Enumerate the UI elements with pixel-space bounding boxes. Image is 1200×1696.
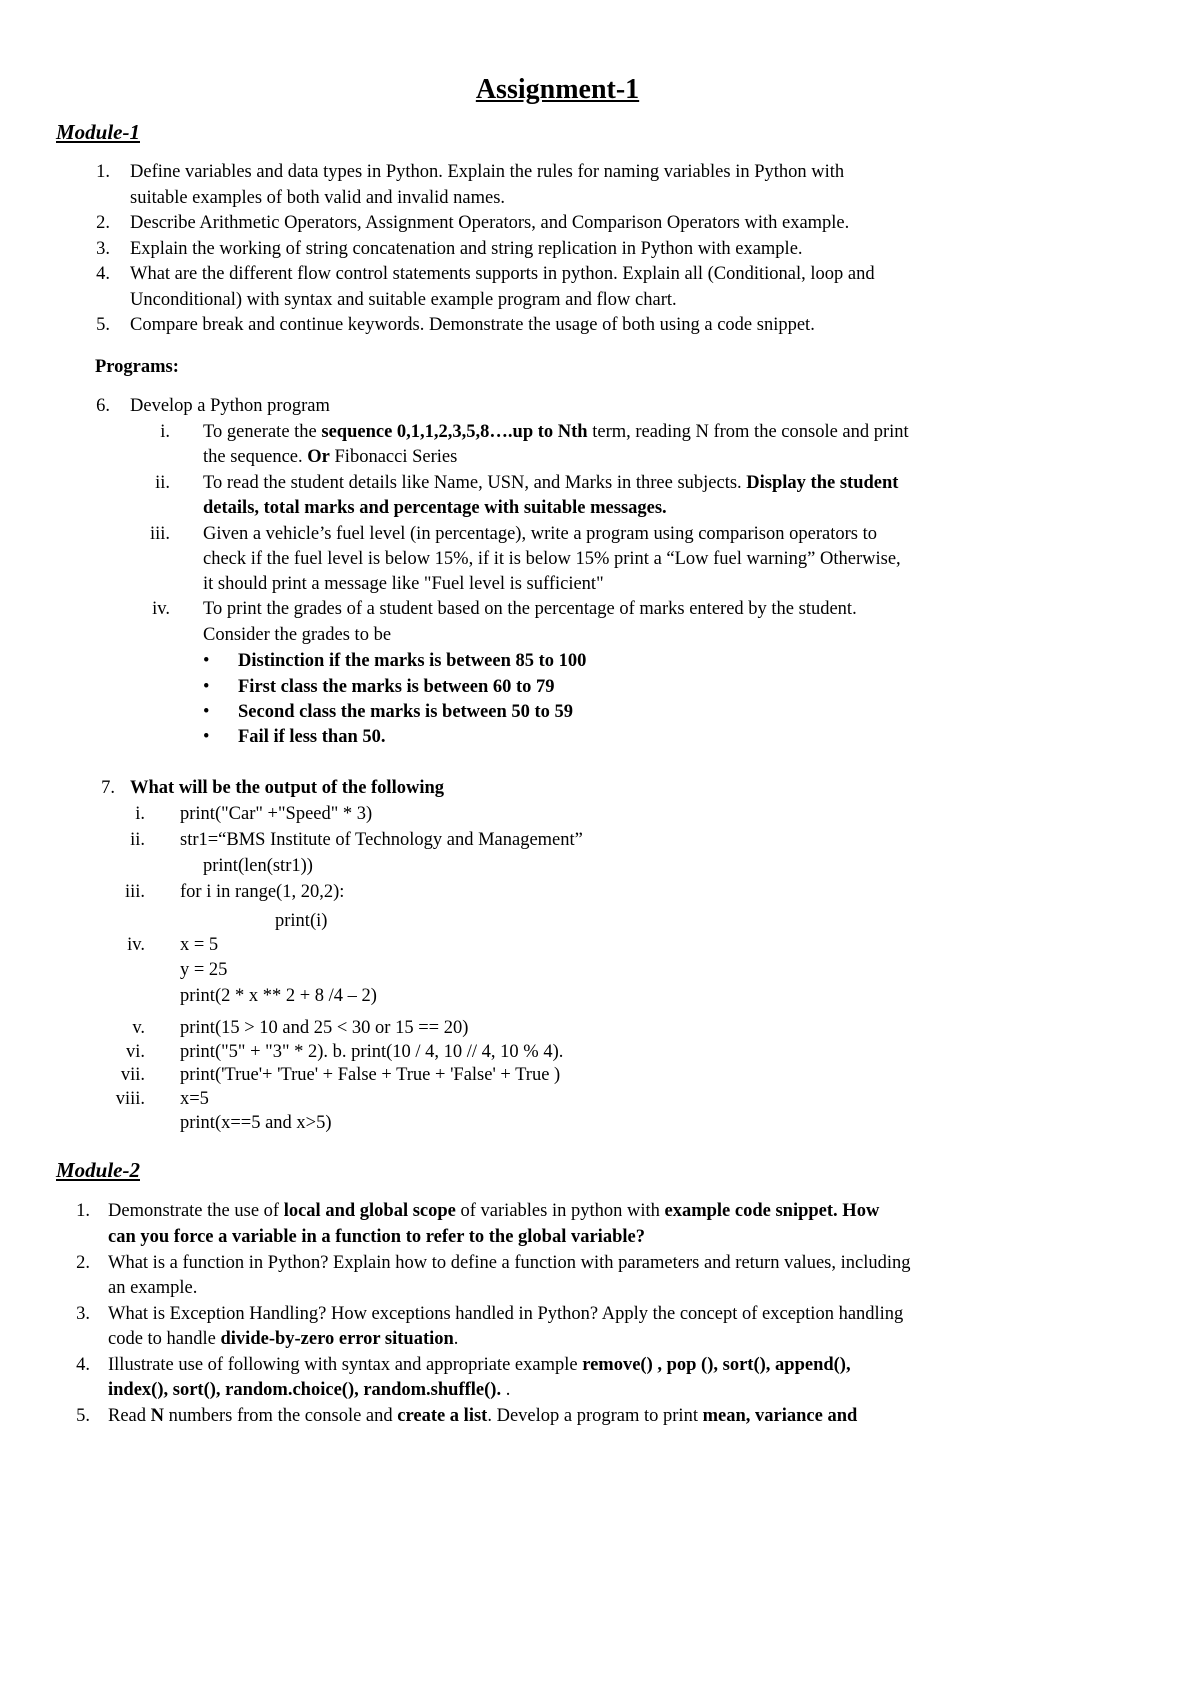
code-line: print(15 > 10 and 25 < 30 or 15 == 20) bbox=[180, 1018, 469, 1038]
question-text: index(), sort(), random.choice(), random.shuffle(). . bbox=[108, 1380, 511, 1400]
sub-question-text: check if the fuel level is below 15%, if it is below 15% print a “Low fuel warning” Otherwise, bbox=[203, 549, 901, 569]
question-number: 2. bbox=[96, 213, 110, 233]
sub-number: iv. bbox=[127, 935, 145, 955]
code-line: x=5 bbox=[180, 1089, 209, 1109]
sub-number: ii. bbox=[130, 830, 145, 850]
sub-number: i. bbox=[160, 422, 170, 442]
question-text: What is Exception Handling? How exceptions handled in Python? Apply the concept of exception handling bbox=[108, 1304, 904, 1324]
question-text: suitable examples of both valid and invalid names. bbox=[130, 188, 506, 208]
code-line: for i in range(1, 20,2): bbox=[180, 882, 345, 902]
question-text: Illustrate use of following with syntax and appropriate example remove() , pop (), sort(), append(), bbox=[108, 1355, 851, 1375]
question-text: Unconditional) with syntax and suitable example program and flow chart. bbox=[130, 290, 677, 310]
grade-item: Second class the marks is between 50 to 59 bbox=[238, 702, 574, 722]
question-number: 5. bbox=[76, 1406, 90, 1426]
sub-question-text: To generate the sequence 0,1,1,2,3,5,8….up to Nth term, reading N from the console and print bbox=[203, 422, 909, 442]
programs-heading: Programs: bbox=[95, 357, 179, 377]
bullet-icon: • bbox=[203, 677, 210, 697]
bullet-icon: • bbox=[203, 727, 210, 747]
code-line: print('True'+ 'True' + False + True + 'False' + True ) bbox=[180, 1065, 561, 1085]
question-text: Explain the working of string concatenation and string replication in Python with example. bbox=[130, 239, 803, 259]
sub-number: viii. bbox=[115, 1089, 145, 1109]
code-line: x = 5 bbox=[180, 935, 219, 955]
question-number: 7. bbox=[101, 778, 115, 798]
sub-number: iii. bbox=[124, 882, 145, 902]
code-line: str1=“BMS Institute of Technology and Management” bbox=[180, 830, 583, 850]
question-number: 2. bbox=[76, 1253, 90, 1273]
sub-number: iv. bbox=[152, 599, 170, 619]
sub-question-text: details, total marks and percentage with suitable messages. bbox=[203, 498, 667, 518]
question-text: an example. bbox=[108, 1278, 198, 1298]
module-2-heading: Module-2 bbox=[56, 1158, 140, 1182]
sub-question-text: it should print a message like "Fuel level is sufficient" bbox=[203, 574, 604, 594]
module-1-heading: Module-1 bbox=[56, 120, 140, 144]
sub-number: vi. bbox=[125, 1042, 145, 1062]
code-line: print(x==5 and x>5) bbox=[180, 1113, 332, 1133]
question-number: 4. bbox=[96, 264, 110, 284]
code-line: print(2 * x ** 2 + 8 /4 – 2) bbox=[180, 986, 377, 1006]
sub-question-text: Given a vehicle’s fuel level (in percentage), write a program using comparison operators to bbox=[203, 524, 877, 544]
sub-number: v. bbox=[132, 1018, 145, 1038]
question-text: Demonstrate the use of local and global scope of variables in python with example code snippet. How bbox=[108, 1201, 880, 1221]
code-line: print("5" + "3" * 2). b. print(10 / 4, 10 // 4, 10 % 4). bbox=[180, 1042, 564, 1062]
page-title: Assignment-1 bbox=[475, 74, 640, 105]
question-number: 1. bbox=[76, 1201, 90, 1221]
sub-question-text: To read the student details like Name, USN, and Marks in three subjects. Display the student bbox=[203, 473, 899, 493]
question-number: 3. bbox=[96, 239, 110, 259]
sub-number: ii. bbox=[155, 473, 170, 493]
question-text: Compare break and continue keywords. Demonstrate the usage of both using a code snippet. bbox=[130, 315, 815, 335]
code-line: print(i) bbox=[275, 911, 328, 931]
sub-question-text: the sequence. Or Fibonacci Series bbox=[203, 447, 458, 467]
sub-question-text: Consider the grades to be bbox=[203, 625, 392, 645]
question-text: code to handle divide-by-zero error situation. bbox=[108, 1329, 459, 1349]
question-number: 1. bbox=[96, 162, 110, 182]
sub-number: i. bbox=[135, 804, 145, 824]
question-text: can you force a variable in a function to refer to the global variable? bbox=[108, 1227, 645, 1247]
question-text: What will be the output of the following bbox=[130, 778, 445, 798]
code-line: print("Car" +"Speed" * 3) bbox=[180, 804, 373, 824]
bullet-icon: • bbox=[203, 702, 210, 722]
bullet-icon: • bbox=[203, 651, 210, 671]
code-line: y = 25 bbox=[180, 960, 228, 980]
question-number: 4. bbox=[76, 1355, 90, 1375]
code-line: print(len(str1)) bbox=[203, 856, 313, 876]
question-text: Define variables and data types in Python. Explain the rules for naming variables in Python with bbox=[130, 162, 845, 182]
question-text: Read N numbers from the console and create a list. Develop a program to print mean, variance and bbox=[108, 1406, 858, 1426]
question-number: 6. bbox=[96, 396, 110, 416]
sub-number: vii. bbox=[120, 1065, 145, 1085]
grade-item: Fail if less than 50. bbox=[238, 727, 386, 747]
question-text: Describe Arithmetic Operators, Assignment Operators, and Comparison Operators with example. bbox=[130, 213, 850, 233]
question-text: Develop a Python program bbox=[130, 396, 330, 416]
question-number: 3. bbox=[76, 1304, 90, 1324]
grade-item: First class the marks is between 60 to 79 bbox=[238, 677, 555, 697]
question-text: What is a function in Python? Explain how to define a function with parameters and return values, including bbox=[108, 1253, 911, 1273]
sub-number: iii. bbox=[149, 524, 170, 544]
question-text: What are the different flow control statements supports in python. Explain all (Conditional, loop and bbox=[130, 264, 875, 284]
question-number: 5. bbox=[96, 315, 110, 335]
grade-item: Distinction if the marks is between 85 to 100 bbox=[238, 651, 587, 671]
sub-question-text: To print the grades of a student based on the percentage of marks entered by the student. bbox=[203, 599, 857, 619]
